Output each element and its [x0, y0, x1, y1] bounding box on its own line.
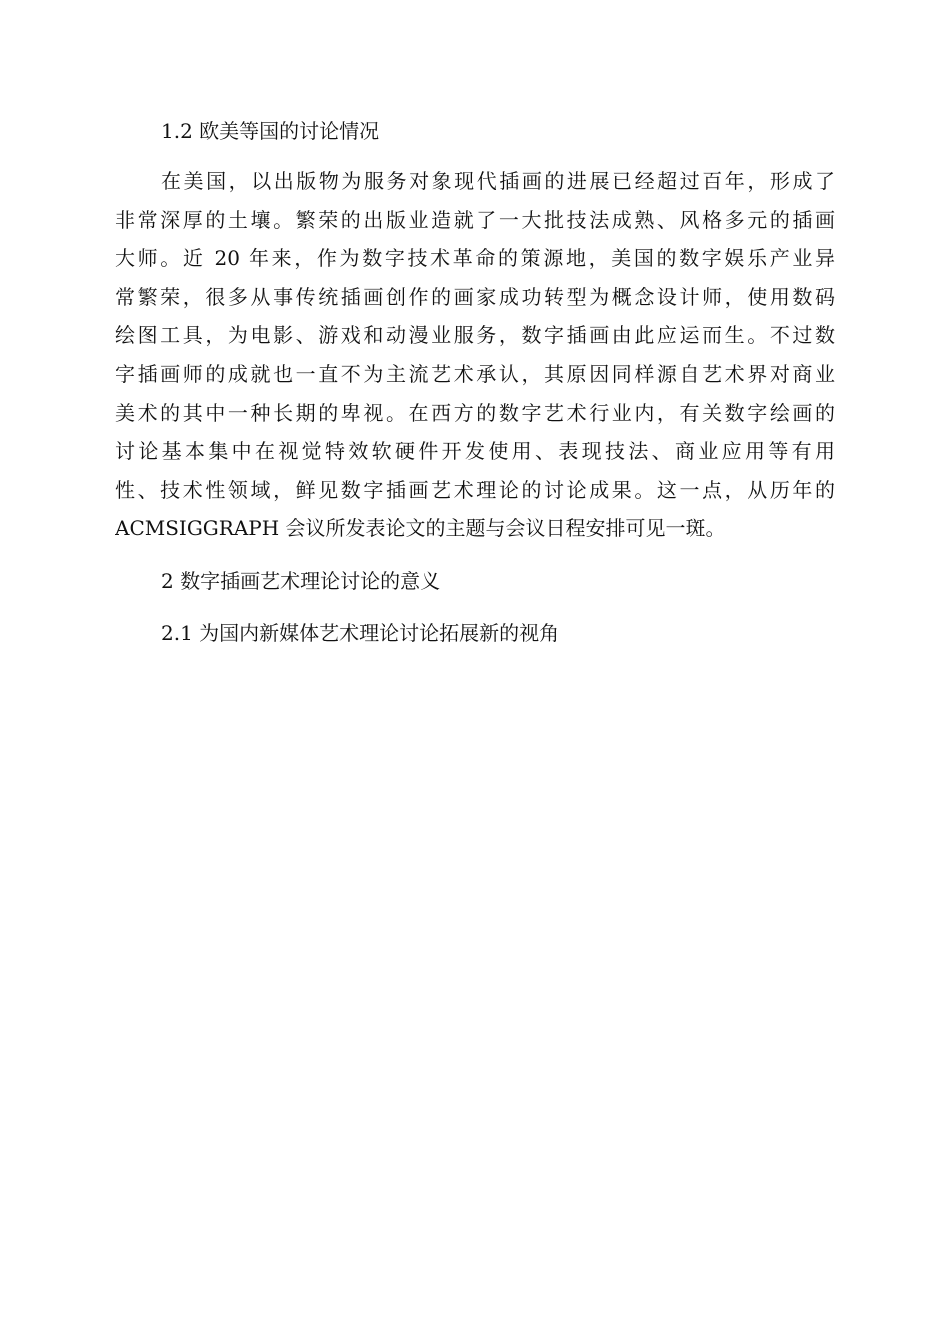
- section-heading-2-1: 2.1 为国内新媒体艺术理论讨论拓展新的视角: [161, 620, 560, 645]
- paragraph-line: 讨论基本集中在视觉特效软硬件开发使用、表现技法、商业应用等有用: [115, 439, 835, 464]
- paragraph-line: 常繁荣，很多从事传统插画创作的画家成功转型为概念设计师，使用数码: [115, 284, 835, 309]
- document-content: [115, 112, 835, 652]
- paragraph-line: 字插画师的成就也一直不为主流艺术承认，其原因同样源自艺术界对商业: [115, 361, 835, 386]
- paragraph-line: 在美国，以出版物为服务对象现代插画的进展已经超过百年，形成了: [161, 169, 835, 193]
- section-1-2-paragraph: [115, 162, 835, 548]
- paragraph-line: 性、技术性领域，鲜见数字插画艺术理论的讨论成果。这一点，从历年的: [115, 477, 835, 502]
- paragraph-line: 非常深厚的土壤。繁荣的出版业造就了一大批技法成熟、风格多元的插画: [115, 207, 835, 232]
- paragraph-line: 绘图工具，为电影、游戏和动漫业服务，数字插画由此应运而生。不过数: [115, 323, 835, 348]
- paragraph-line: ACMSIGGRAPH 会议所发表论文的主题与会议日程安排可见一斑。: [115, 516, 726, 541]
- section-heading-2: 2 数字插画艺术理论讨论的意义: [161, 568, 441, 593]
- section-heading-1-2: 1.2 欧美等国的讨论情况: [161, 119, 380, 143]
- paragraph-line: 美术的其中一种长期的卑视。在西方的数字艺术行业内，有关数字绘画的: [115, 400, 835, 425]
- paragraph-line: 大师。近 20 年来，作为数字技术革命的策源地，美国的数字娱乐产业异: [115, 246, 835, 271]
